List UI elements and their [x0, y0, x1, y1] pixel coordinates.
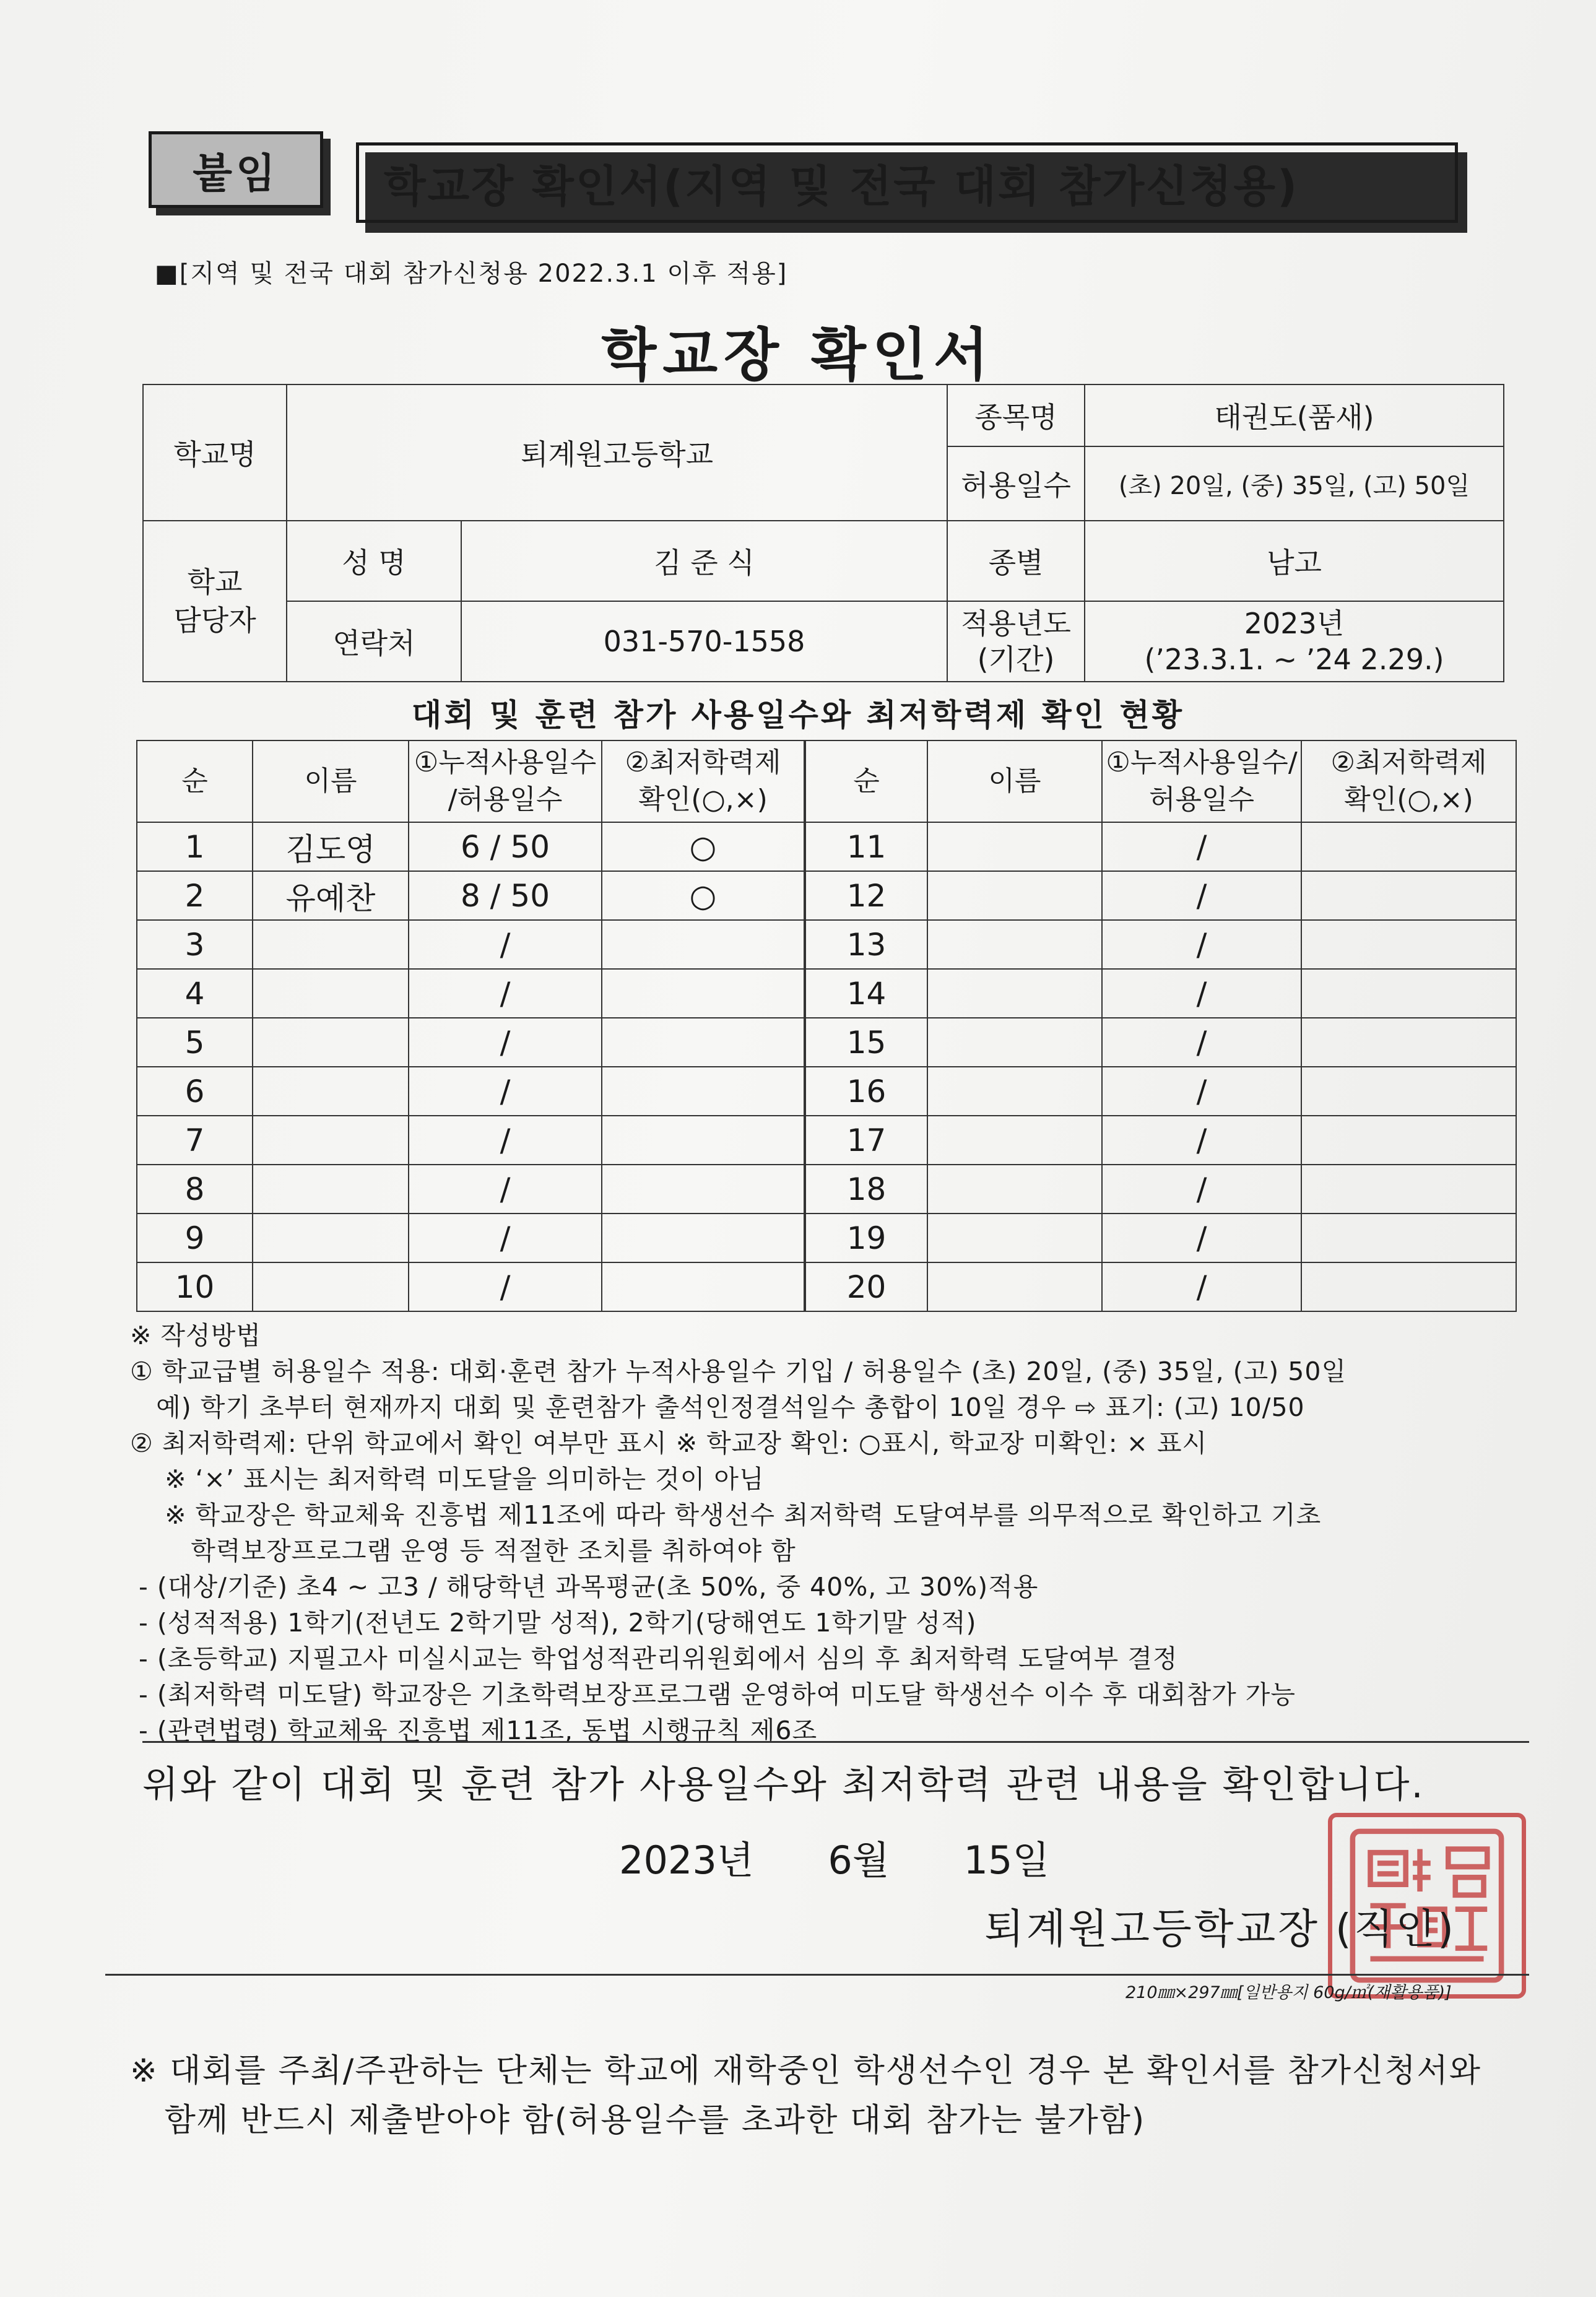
- row-days-cell: /: [1102, 871, 1301, 920]
- row-no-cell: 17: [805, 1116, 927, 1165]
- instruction-line: 예) 학기 초부터 현재까지 대회 및 훈련참가 출석인정결석일수 총합이 10일 경우 ⇨ 표기: (고) 10/50: [130, 1392, 1305, 1422]
- page-title: 학교장 확인서: [601, 322, 995, 388]
- confirmation-statement: 위와 같이 대회 및 훈련 참가 사용일수와 최저학력 관련 내용을 확인합니다.: [142, 1763, 1425, 1807]
- row-check-cell: [1301, 969, 1516, 1018]
- row-check-cell: [1301, 1018, 1516, 1067]
- table-row: [137, 920, 1516, 969]
- row-days-cell: /: [409, 1262, 602, 1311]
- row-name-cell: [253, 1067, 409, 1116]
- table-row: [137, 1116, 1516, 1165]
- row-days-cell: /: [409, 1214, 602, 1262]
- document-heading: 학교장 확인서(지역 및 전국 대회 참가신청용): [356, 142, 1458, 223]
- name-label: 성 명: [287, 521, 461, 601]
- row-days-cell: /: [409, 1116, 602, 1165]
- row-check-cell: [602, 1214, 805, 1262]
- instruction-line: ② 최저학력제: 단위 학교에서 확인 여부만 표시 ※ 학교장 확인: ○표시, 학교장 미확인: × 표시: [130, 1428, 1208, 1458]
- row-check-cell: [1301, 1214, 1516, 1262]
- row-check-cell: [1301, 822, 1516, 871]
- phone-value: 031-570-1558: [461, 601, 947, 682]
- row-name-cell: [927, 969, 1102, 1018]
- row-days-cell: /: [1102, 1067, 1301, 1116]
- instruction-line: - (초등학교) 지필고사 미실시교는 학업성적관리위원회에서 심의 후 최저학력 도달여부 결정: [130, 1644, 1178, 1674]
- footer-note: [130, 2046, 1481, 2145]
- instruction-line: - (관련법령) 학교체육 진흥법 제11조, 동법 시행규칙 제6조: [130, 1716, 818, 1745]
- row-check-cell: [602, 1116, 805, 1165]
- row-name-cell: [253, 1018, 409, 1067]
- event-label: 종목명: [947, 384, 1085, 446]
- instruction-line: ※ 작성방법: [130, 1321, 261, 1350]
- row-name-cell: [253, 969, 409, 1018]
- instruction-line: ※ ‘×’ 표시는 최저학력 미도달을 의미하는 것이 아님: [130, 1464, 765, 1494]
- allowed-label: 허용일수: [947, 446, 1085, 521]
- header-no: 순: [137, 740, 253, 822]
- table-row: [137, 822, 1516, 871]
- date-year: 2023년: [619, 1838, 754, 1883]
- row-days-cell: /: [409, 920, 602, 969]
- row-no-cell: 14: [805, 969, 927, 1018]
- row-name-cell: [927, 1262, 1102, 1311]
- divider: [142, 1741, 1529, 1743]
- row-no-cell: 8: [137, 1165, 253, 1214]
- row-no-cell: 18: [805, 1165, 927, 1214]
- instruction-line: - (성적적용) 1학기(전년도 2학기말 성적), 2학기(당해연도 1학기말 성적): [130, 1608, 977, 1638]
- row-check-cell: [1301, 1067, 1516, 1116]
- allowed-value: (초) 20일, (중) 35일, (고) 50일: [1085, 446, 1504, 521]
- row-check-cell: [1301, 1165, 1516, 1214]
- row-no-cell: 10: [137, 1262, 253, 1311]
- header-days: ①누적사용일수 /허용일수: [409, 740, 602, 822]
- header-days-2: ①누적사용일수/ 허용일수: [1102, 740, 1301, 822]
- row-name-cell: [253, 1116, 409, 1165]
- table-row: [137, 1262, 1516, 1311]
- header-no-2: 순: [805, 740, 927, 822]
- row-check-cell: [1301, 1116, 1516, 1165]
- row-check-cell: [602, 920, 805, 969]
- issue-date: [619, 1830, 1111, 1885]
- application-note: ■[지역 및 전국 대회 참가신청용 2022.3.1 이후 적용]: [155, 259, 788, 288]
- header-check-2: ②최저학력제 확인(○,×): [1301, 740, 1516, 822]
- date-month: 6월: [828, 1838, 890, 1883]
- row-name-cell: 유예찬: [253, 871, 409, 920]
- row-check-cell: [1301, 920, 1516, 969]
- row-days-cell: /: [409, 969, 602, 1018]
- instruction-line: - (최저학력 미도달) 학교장은 기초학력보장프로그램 운영하여 미도달 학생선수 이수 후 대회참가 가능: [130, 1680, 1296, 1709]
- row-days-cell: /: [1102, 1018, 1301, 1067]
- row-days-cell: /: [409, 1018, 602, 1067]
- row-name-cell: [927, 1165, 1102, 1214]
- row-days-cell: 6 / 50: [409, 822, 602, 871]
- row-name-cell: [927, 822, 1102, 871]
- instruction-line: ① 학교급별 허용일수 적용: 대회·훈련 참가 누적사용일수 기입 / 허용일수 (초) 20일, (중) 35일, (고) 50일: [130, 1357, 1347, 1386]
- year-label: 적용년도 (기간): [947, 601, 1085, 682]
- instructions: [130, 1318, 1347, 1748]
- row-name-cell: [927, 1116, 1102, 1165]
- row-name-cell: [253, 1262, 409, 1311]
- row-name-cell: [927, 871, 1102, 920]
- table-row: [137, 969, 1516, 1018]
- phone-label: 연락처: [287, 601, 461, 682]
- row-no-cell: 15: [805, 1018, 927, 1067]
- row-days-cell: /: [409, 1165, 602, 1214]
- row-check-cell: [602, 1262, 805, 1311]
- instruction-line: ※ 학교장은 학교체육 진흥법 제11조에 따라 학생선수 최저학력 도달여부를 의무적으로 확인하고 기초: [130, 1500, 1322, 1530]
- contact-person-label: 학교 담당자: [143, 521, 287, 682]
- row-days-cell: /: [1102, 822, 1301, 871]
- row-days-cell: /: [1102, 969, 1301, 1018]
- row-check-cell: [1301, 1262, 1516, 1311]
- row-check-cell: [602, 1018, 805, 1067]
- type-label: 종별: [947, 521, 1085, 601]
- table-row: [137, 1067, 1516, 1116]
- row-check-cell: [1301, 871, 1516, 920]
- row-days-cell: /: [409, 1067, 602, 1116]
- row-name-cell: [927, 1018, 1102, 1067]
- row-days-cell: /: [1102, 1116, 1301, 1165]
- row-no-cell: 3: [137, 920, 253, 969]
- row-name-cell: [927, 1214, 1102, 1262]
- row-check-cell: ○: [602, 822, 805, 871]
- event-value: 태권도(품새): [1085, 384, 1504, 446]
- school-label: 학교명: [143, 384, 287, 521]
- attachment-tag: 붙임: [149, 131, 323, 208]
- table-row: [137, 871, 1516, 920]
- row-no-cell: 13: [805, 920, 927, 969]
- info-table: [142, 384, 1504, 682]
- row-days-cell: /: [1102, 1165, 1301, 1214]
- instruction-line: - (대상/기준) 초4 ~ 고3 / 해당학년 과목평균(초 50%, 중 40%, 고 30%)적용: [130, 1572, 1039, 1602]
- header-name: 이름: [253, 740, 409, 822]
- row-no-cell: 6: [137, 1067, 253, 1116]
- table-row: [137, 1214, 1516, 1262]
- row-days-cell: /: [1102, 1262, 1301, 1311]
- footer-line: 함께 반드시 제출받아야 함(허용일수를 초과한 대회 참가는 불가함): [130, 2102, 1146, 2139]
- row-name-cell: [927, 920, 1102, 969]
- row-no-cell: 11: [805, 822, 927, 871]
- row-check-cell: [602, 1067, 805, 1116]
- row-name-cell: [253, 1165, 409, 1214]
- row-no-cell: 16: [805, 1067, 927, 1116]
- school-value: 퇴계원고등학교: [287, 384, 947, 521]
- row-name-cell: [253, 1214, 409, 1262]
- row-no-cell: 12: [805, 871, 927, 920]
- table-row: [137, 1018, 1516, 1067]
- row-no-cell: 5: [137, 1018, 253, 1067]
- type-value: 남고: [1085, 521, 1504, 601]
- header-name-2: 이름: [927, 740, 1102, 822]
- table-row: [137, 1165, 1516, 1214]
- year-value: 2023년 (’23.3.1. ~ ’24 2.29.): [1085, 601, 1504, 682]
- row-no-cell: 7: [137, 1116, 253, 1165]
- row-no-cell: 19: [805, 1214, 927, 1262]
- row-no-cell: 2: [137, 871, 253, 920]
- row-name-cell: 김도영: [253, 822, 409, 871]
- footer-line: ※ 대회를 주최/주관하는 단체는 학교에 재학중인 학생선수인 경우 본 확인서를 참가신청서와: [130, 2052, 1481, 2090]
- row-name-cell: [927, 1067, 1102, 1116]
- roster-table: [136, 740, 1517, 1312]
- principal-signature: 퇴계원고등학교장 (직인): [984, 1905, 1457, 1953]
- divider-bottom: [105, 1974, 1529, 1976]
- date-day: 15일: [963, 1838, 1050, 1883]
- row-days-cell: /: [1102, 1214, 1301, 1262]
- row-no-cell: 20: [805, 1262, 927, 1311]
- row-check-cell: ○: [602, 871, 805, 920]
- row-no-cell: 1: [137, 822, 253, 871]
- row-check-cell: [602, 969, 805, 1018]
- row-name-cell: [253, 920, 409, 969]
- row-no-cell: 9: [137, 1214, 253, 1262]
- row-no-cell: 4: [137, 969, 253, 1018]
- instruction-line: 학력보장프로그램 운영 등 적절한 조치를 취하여야 함: [130, 1536, 796, 1566]
- name-value: 김 준 식: [461, 521, 947, 601]
- row-check-cell: [602, 1165, 805, 1214]
- paper-spec: 210㎜×297㎜[일반용지 60g/㎡(재활용품)]: [1125, 1983, 1452, 2002]
- section-title: 대회 및 훈련 참가 사용일수와 최저학력제 확인 현황: [411, 697, 1185, 733]
- row-days-cell: /: [1102, 920, 1301, 969]
- header-check: ②최저학력제 확인(○,×): [602, 740, 805, 822]
- row-days-cell: 8 / 50: [409, 871, 602, 920]
